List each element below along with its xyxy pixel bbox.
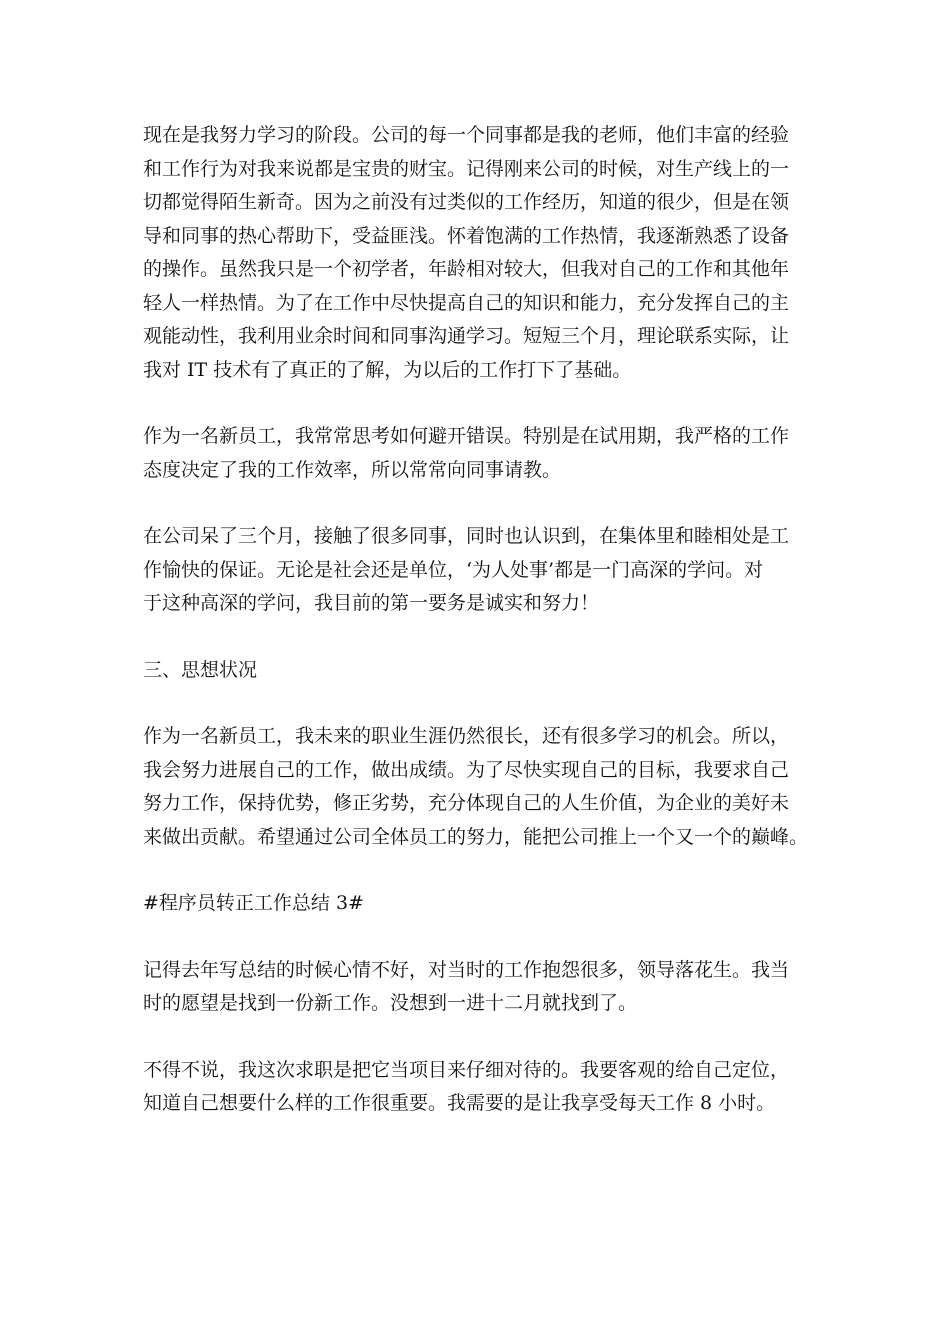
- section-heading-thoughts: 三、思想状况: [143, 658, 258, 681]
- section-heading-summary-3: #程序员转正工作总结 3#: [143, 892, 364, 914]
- paragraph-learning-stage: 现在是我努力学习的阶段。公司的每一个同事都是我的老师，他们丰富的经验 和工作行为对我来说都是宝贵的财宝。记得刚来公司的时候，对生产线上的一 切都觉得陌生新奇。因为之前没有过类似的工作经历，知道的很少，但是在领 导和同事的热心帮助下，受益匪浅。怀着饱满的工作热情，我逐渐熟悉了设备 的操作。虽然我只是一个初学者，年龄相对较大，但我对自己的工作和其他年 轻人一样热情。为了在工作中尽快提高自己的知识和能力，充分发挥自己的主 观能动性，我利用业余时间和同事沟通学习。短短三个月，理论联系实际，让 我对 IT 技术有了真正的了解，为以后的工作打下了基础。: [143, 124, 790, 381]
- paragraph-colleagues: 在公司呆了三个月，接触了很多同事，同时也认识到，在集体里和睦相处是工 作愉快的保证。无论是社会还是单位，‘为人处事’都是一门高深的学问。对 于这种高深的学问，我目前的第一要务是诚实和努力！: [143, 525, 790, 614]
- paragraph-job-search: 不得不说，我这次求职是把它当项目来仔细对待的。我要客观的给自己定位， 知道自己想要什么样的工作很重要。我需要的是让我享受每天工作 8 小时。: [143, 1058, 790, 1114]
- paragraph-new-employee-mistakes: 作为一名新员工，我常常思考如何避开错误。特别是在试用期，我严格的工作 态度决定了我的工作效率，所以常常向同事请教。: [143, 425, 790, 481]
- paragraph-last-year: 记得去年写总结的时候心情不好，对当时的工作抱怨很多，领导落花生。我当 时的愿望是找到一份新工作。没想到一进十二月就找到了。: [143, 958, 790, 1014]
- paragraph-career-goals: 作为一名新员工，我未来的职业生涯仍然很长，还有很多学习的机会。所以， 我会努力进展自己的工作，做出成绩。为了尽快实现自己的目标，我要求自己 努力工作，保持优势，修正劣势，充分体现自己的人生价值，为企业的美好未 来做出贡献。希望通过公司全体员工的努力，能把公司推上一个又一个的巅峰。: [143, 725, 809, 848]
- document-body: [143, 119, 823, 1154]
